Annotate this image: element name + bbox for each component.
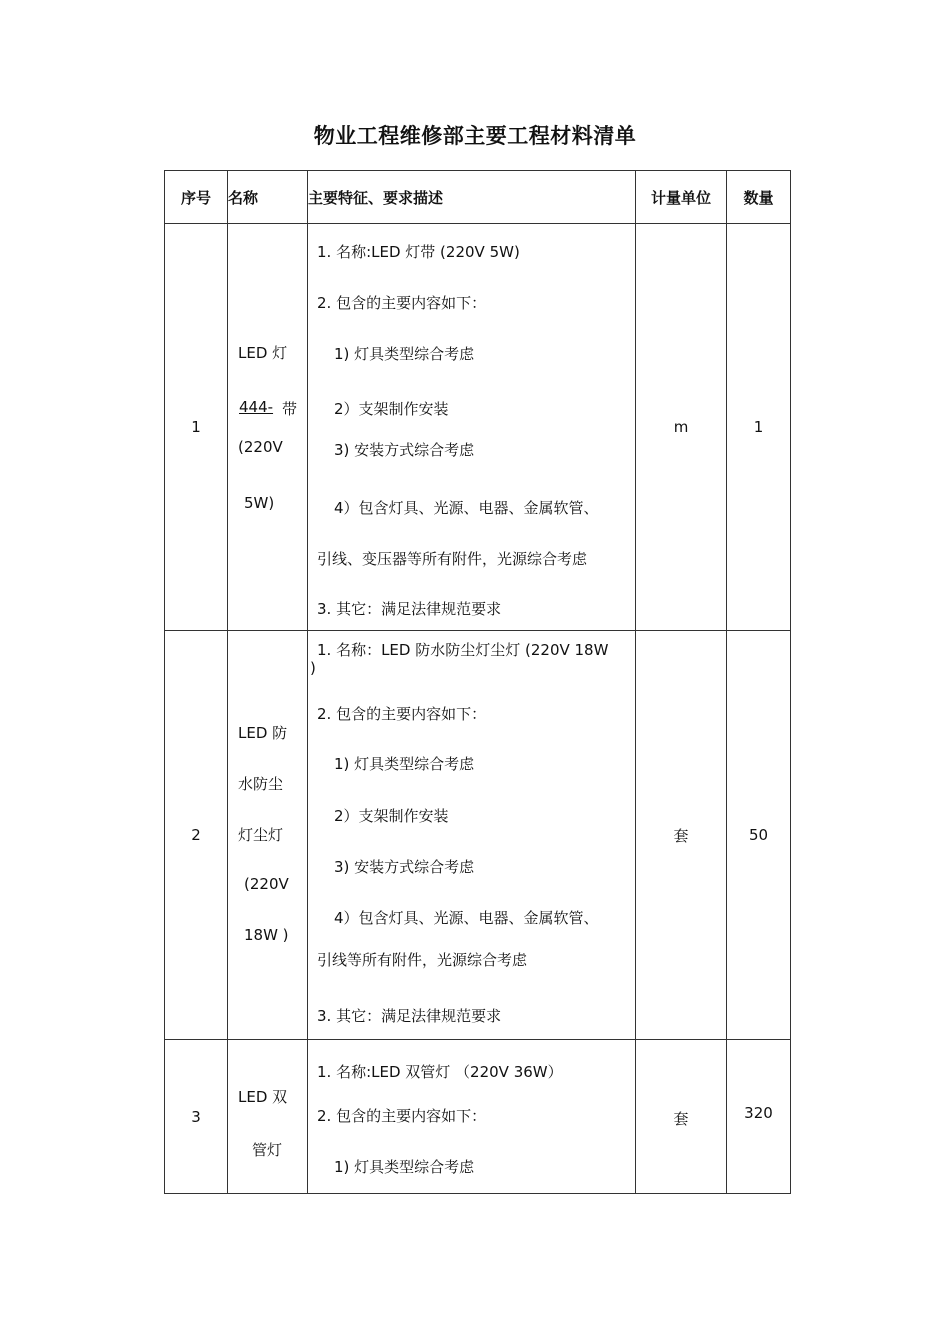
row-description [308, 631, 636, 1040]
desc-line: 3. 其它：满足法律规范要求 [317, 1007, 502, 1025]
name-line: 带 [282, 400, 298, 418]
table-row [165, 631, 791, 1040]
row-description [308, 1040, 636, 1194]
desc-line: 1) 灯具类型综合考虑 [334, 345, 475, 363]
row-quantity: 50 [727, 631, 791, 1040]
desc-line: 3. 其它：满足法律规范要求 [317, 600, 502, 618]
desc-line: ) [310, 659, 316, 677]
name-line: 18W ) [244, 926, 289, 944]
header-description: 主要特征、要求描述 [308, 171, 636, 224]
header-unit: 计量单位 [636, 171, 727, 224]
name-line: 管灯 [252, 1141, 283, 1159]
desc-line: 2. 包含的主要内容如下： [317, 1107, 487, 1125]
row-description [308, 224, 636, 631]
table-row [165, 1040, 791, 1194]
name-line: 5W) [244, 494, 275, 512]
desc-line: 2）支架制作安装 [334, 400, 449, 418]
table-row [165, 224, 791, 631]
materials-table [164, 170, 791, 1194]
desc-line: 4）包含灯具、光源、电器、金属软管、 [334, 499, 599, 517]
desc-line: 1. 名称:LED 双管灯 （220V 36W） [317, 1063, 563, 1081]
name-line: 灯尘灯 [238, 826, 284, 844]
document-title: 物业工程维修部主要工程材料清单 [313, 124, 637, 148]
unit-text: 套 [673, 1110, 689, 1128]
name-line: LED 灯 [238, 344, 288, 362]
table-header-row [165, 171, 791, 224]
name-line: LED 防 [238, 724, 288, 742]
row-unit: 套 [636, 631, 727, 1040]
row-no: 1 [165, 224, 228, 631]
header-quantity: 数量 [727, 171, 791, 224]
row-quantity: 1 [727, 224, 791, 631]
name-line: 水防尘 [238, 775, 284, 793]
row-no: 3 [165, 1040, 228, 1194]
name-line: (220V [238, 438, 283, 456]
row-name [228, 224, 308, 631]
desc-line: 1. 名称：LED 防水防尘灯尘灯 (220V 18W [317, 641, 609, 659]
row-quantity [727, 1040, 791, 1194]
desc-line: 1. 名称:LED 灯带 (220V 5W) [317, 243, 520, 261]
desc-line: 4）包含灯具、光源、电器、金属软管、 [334, 909, 599, 927]
name-line: LED 双 [238, 1088, 288, 1106]
name-line: (220V [244, 875, 289, 893]
desc-line: 引线、变压器等所有附件，光源综合考虑 [317, 550, 588, 568]
name-line: 444- [239, 398, 274, 416]
row-name [228, 1040, 308, 1194]
desc-line: 引线等所有附件，光源综合考虑 [317, 951, 528, 969]
desc-line: 3) 安装方式综合考虑 [334, 441, 475, 459]
desc-line: 1) 灯具类型综合考虑 [334, 755, 475, 773]
row-no: 2 [165, 631, 228, 1040]
header-no: 序号 [165, 171, 228, 224]
desc-line: 2. 包含的主要内容如下： [317, 294, 487, 312]
desc-line: 1) 灯具类型综合考虑 [334, 1158, 475, 1176]
row-unit [636, 1040, 727, 1194]
header-name: 名称 [228, 171, 308, 224]
desc-line: 2）支架制作安装 [334, 807, 449, 825]
row-unit: m [636, 224, 727, 631]
desc-line: 2. 包含的主要内容如下： [317, 705, 487, 723]
desc-line: 3) 安装方式综合考虑 [334, 858, 475, 876]
row-name [228, 631, 308, 1040]
quantity-text: 320 [744, 1104, 773, 1122]
